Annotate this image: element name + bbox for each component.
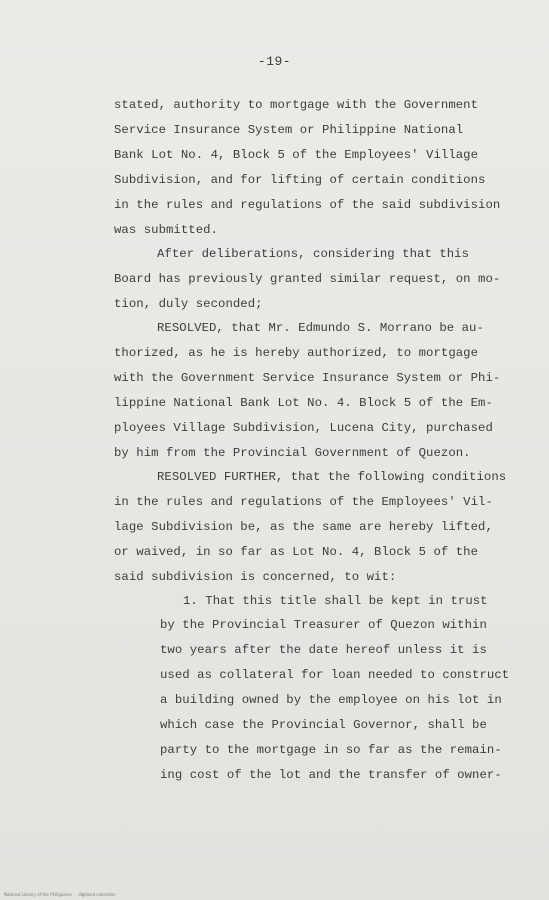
text-line-22: by the Provincial Treasurer of Quezon within: [160, 618, 487, 632]
text-line-8: Board has previously granted similar request, on mo-: [114, 272, 501, 286]
text-line-20: said subdivision is concerned, to wit:: [114, 570, 397, 584]
text-line-15: by him from the Provincial Government of Quezon.: [114, 446, 471, 460]
text-line-26: which case the Provincial Governor, shall be: [160, 718, 487, 732]
text-line-12: with the Government Service Insurance System or Phi-: [114, 371, 501, 385]
text-line-28: ing cost of the lot and the transfer of owner-: [160, 768, 502, 782]
text-line-6: was submitted.: [114, 223, 219, 237]
text-line-24: used as collateral for loan needed to construct: [160, 668, 510, 682]
text-line-25: a building owned by the employee on his lot in: [160, 693, 502, 707]
text-line-16: RESOLVED FURTHER, that the following conditions: [157, 470, 507, 484]
text-line-17: in the rules and regulations of the Employees' Vil-: [114, 495, 493, 509]
text-line-4: Subdivision, and for lifting of certain conditions: [114, 173, 486, 187]
text-line-5: in the rules and regulations of the said subdivision: [114, 198, 501, 212]
text-line-1: stated, authority to mortgage with the Government: [114, 98, 479, 112]
text-line-3: Bank Lot No. 4, Block 5 of the Employees' Village: [114, 148, 479, 162]
text-line-14: ployees Village Subdivision, Lucena City, purchased: [114, 421, 493, 435]
text-line-7: After deliberations, considering that this: [157, 247, 470, 261]
text-line-23: two years after the date hereof unless it is: [160, 643, 487, 657]
text-line-9: tion, duly seconded;: [114, 297, 263, 311]
footer-note: National Library of the Philippines · digitized collection: [4, 892, 116, 897]
text-line-13: lippine National Bank Lot No. 4. Block 5 of the Em-: [114, 396, 493, 410]
text-line-2: Service Insurance System or Philippine National: [114, 123, 464, 137]
page-number: -19-: [257, 54, 292, 69]
text-line-11: thorized, as he is hereby authorized, to mortgage: [114, 346, 479, 360]
text-line-18: lage Subdivision be, as the same are hereby lifted,: [114, 520, 493, 534]
text-line-21: 1. That this title shall be kept in trust: [183, 594, 488, 608]
text-line-19: or waived, in so far as Lot No. 4, Block 5 of the: [114, 545, 479, 559]
text-line-10: RESOLVED, that Mr. Edmundo S. Morrano be au-: [157, 321, 484, 335]
text-line-27: party to the mortgage in so far as the remain-: [160, 743, 502, 757]
